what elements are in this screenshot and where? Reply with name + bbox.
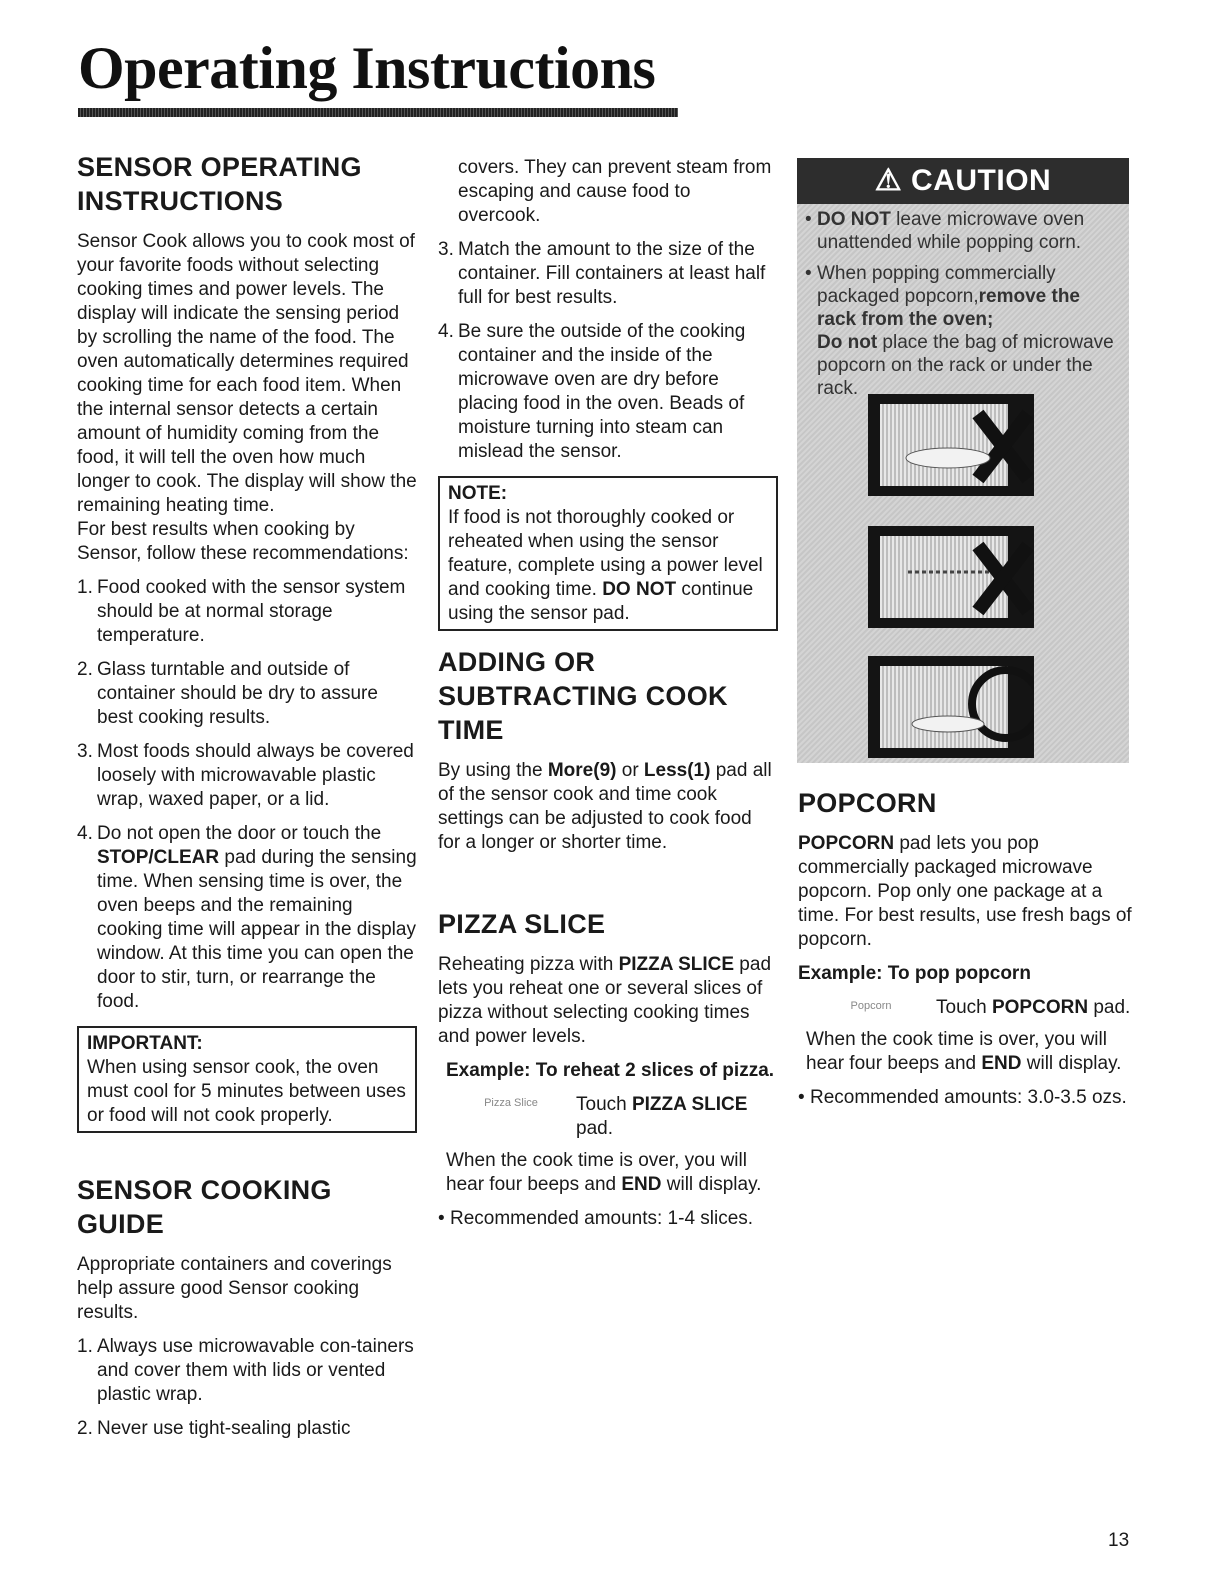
sensor-guide-intro: Appropriate containers and coverings help assure good Sensor cooking results. bbox=[77, 1254, 392, 1323]
sensor-intro: Sensor Cook allows you to cook most of your favorite foods without selecting cooking times and power levels. The display will indicate the sensing period by scrolling the name of the food. The oven automatically determines required cooking time for each food item. When the internal sensor detects a certain amount of humidity coming from the food, it will tell the oven how much longer to cook. The display will show the remaining heating time. bbox=[77, 231, 417, 516]
popcorn-end-text: When the cook time is over, you will hear four beeps and END will display. bbox=[806, 1029, 1122, 1074]
pizza-example-heading: Example: To reheat 2 slices of pizza. bbox=[446, 1060, 775, 1081]
note-text: If food is not thoroughly cooked or reheated when using the sensor feature, complete using a power level and cooking time. DO NOT continue using the sensor pad. bbox=[448, 507, 763, 624]
sensor-guide-continued: covers. They can prevent steam from escaping and cause food to overcook. bbox=[458, 157, 772, 226]
warning-icon: ⚠︎ bbox=[874, 164, 903, 197]
title-underline bbox=[78, 108, 678, 117]
important-title: IMPORTANT: bbox=[87, 1033, 203, 1054]
sensor-recommendations-list bbox=[77, 576, 417, 1014]
list-item: 2. Glass turntable and outside of container should be dry to assure best cooking results. bbox=[77, 659, 378, 728]
important-box bbox=[77, 1026, 417, 1133]
caution-item-continued: Do not place the bag of microwave popcorn on the rack or under the rack. bbox=[817, 332, 1114, 399]
list-item: • Recommended amounts: 1-4 slices. bbox=[438, 1207, 778, 1231]
pizza-slice-pad-icon: Pizza Slice bbox=[484, 1097, 538, 1109]
popcorn-recommended-list bbox=[798, 1086, 1133, 1110]
popcorn-heading: POPCORN bbox=[798, 788, 937, 818]
caution-body bbox=[797, 204, 1129, 400]
pizza-end-text: When the cook time is over, you will hear four beeps and END will display. bbox=[446, 1150, 762, 1195]
x-mark-icon bbox=[868, 394, 1034, 496]
oven-illustration-wrong-2 bbox=[868, 526, 1034, 628]
pizza-text: Reheating pizza with PIZZA SLICE pad lets you reheat one or several slices of pizza without selecting cooking times and power levels. bbox=[438, 954, 772, 1047]
caution-item: • When popping commercially packaged popcorn,remove the rack from the oven; bbox=[805, 262, 1121, 331]
popcorn-touch-instruction: Touch POPCORN pad. bbox=[936, 997, 1131, 1018]
page-title: Operating Instructions bbox=[78, 35, 656, 101]
pizza-touch-instruction: Touch PIZZA SLICE pad. bbox=[576, 1094, 748, 1139]
page-number: 13 bbox=[1108, 1530, 1130, 1551]
sensor-guide-list-continued bbox=[438, 238, 778, 464]
stop-clear-label: STOP/CLEAR bbox=[97, 847, 220, 868]
pizza-recommended-list bbox=[438, 1207, 778, 1231]
caution-title: CAUTION bbox=[911, 164, 1052, 197]
caution-item: • DO NOT leave microwave oven unattended while popping corn. bbox=[805, 208, 1121, 254]
note-box bbox=[438, 476, 778, 631]
oven-illustration-correct bbox=[868, 656, 1034, 758]
adding-time-text: By using the More(9) or Less(1) pad all of the sensor cook and time cook settings can be adjusted to cook food for a longer or shorter time. bbox=[438, 760, 772, 853]
note-title: NOTE: bbox=[448, 483, 508, 504]
list-item: 1. Always use microwavable con-tainers and cover them with lids or vented plastic wrap. bbox=[77, 1336, 414, 1405]
sensor-guide-list bbox=[77, 1335, 417, 1441]
popcorn-pad-row bbox=[806, 996, 1133, 1020]
list-item: 4. Do not open the door or touch the STOP/CLEAR pad during the sensing time. When sensing time is over, the oven beeps and the remaining cooking time will appear in the display window. At this time you can open the door to stir, turn, or rearrange the food. bbox=[77, 823, 417, 1012]
sensor-intro-2: For best results when cooking by Sensor, follow these recommendations: bbox=[77, 519, 409, 564]
check-circle-icon bbox=[868, 656, 1034, 758]
popcorn-text: POPCORN pad lets you pop commercially packaged microwave popcorn. Pop only one package at a time. For best results, use fresh bags of popcorn. bbox=[798, 833, 1132, 950]
sensor-guide-heading: SENSOR COOKING GUIDE bbox=[77, 1175, 332, 1239]
column-right bbox=[798, 786, 1133, 1120]
important-text: When using sensor cook, the oven must cool for 5 minutes between uses or food will not cook properly. bbox=[87, 1057, 406, 1126]
x-mark-icon bbox=[868, 526, 1034, 628]
pizza-heading: PIZZA SLICE bbox=[438, 909, 606, 939]
list-item: 3. Match the amount to the size of the container. Fill containers at least half full for best results. bbox=[438, 239, 766, 308]
list-item: • Recommended amounts: 3.0-3.5 ozs. bbox=[798, 1086, 1133, 1110]
oven-illustration-wrong-1 bbox=[868, 394, 1034, 496]
popcorn-example-heading: Example: To pop popcorn bbox=[798, 963, 1031, 984]
list-item: 4. Be sure the outside of the cooking container and the inside of the microwave oven are dry before placing food in the oven. Beads of moisture turning into steam can mislead the sensor. bbox=[438, 321, 746, 462]
pizza-pad-row bbox=[446, 1093, 778, 1141]
list-item: 2. Never use tight-sealing plastic bbox=[77, 1418, 351, 1439]
sensor-instructions-heading: SENSOR OPERATING INSTRUCTIONS bbox=[77, 152, 362, 216]
column-left bbox=[77, 150, 417, 1453]
caution-header bbox=[797, 158, 1129, 204]
list-item: 1. Food cooked with the sensor system should be at normal storage temperature. bbox=[77, 577, 406, 646]
list-item: 3. Most foods should always be covered loosely with microwavable plastic wrap, waxed paper, or a lid. bbox=[77, 741, 414, 810]
popcorn-pad-icon: Popcorn bbox=[850, 1000, 892, 1012]
adding-time-heading: ADDING OR SUBTRACTING COOK TIME bbox=[438, 647, 728, 745]
column-middle bbox=[438, 156, 778, 1241]
